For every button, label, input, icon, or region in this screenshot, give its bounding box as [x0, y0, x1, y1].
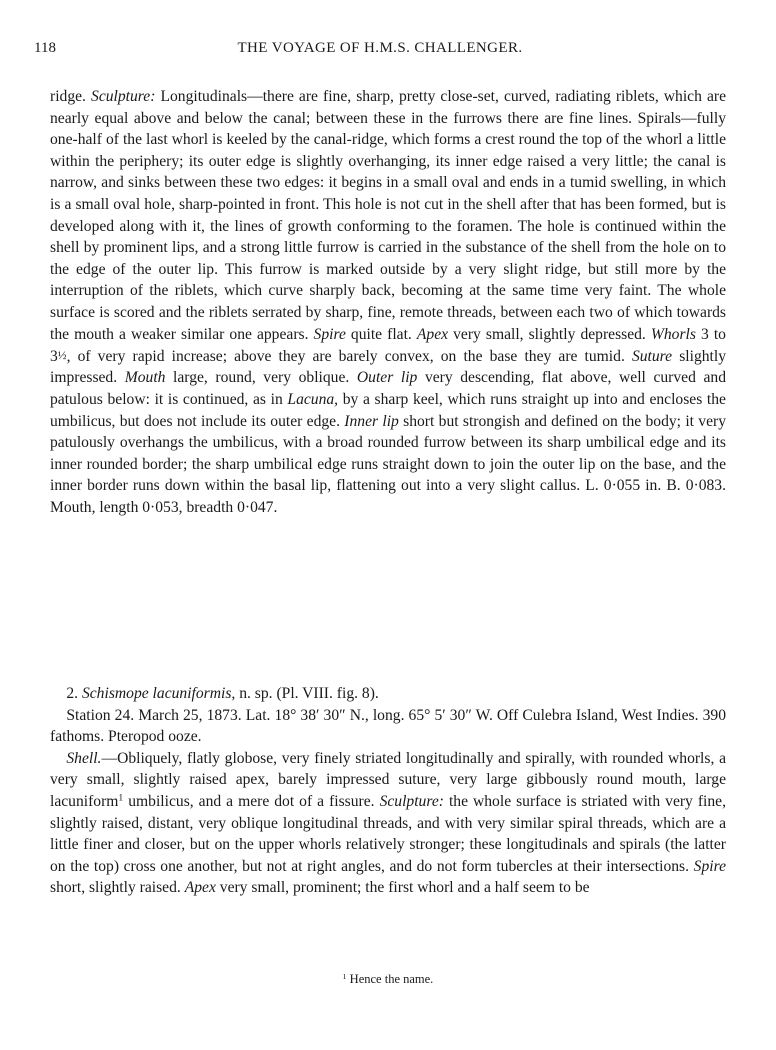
footnote-mark: 1	[118, 792, 124, 804]
page-number: 118	[34, 40, 56, 56]
species-heading: 2. Schismope lacuniformis, n. sp. (Pl. VIII. fig. 8).	[66, 685, 379, 702]
running-title: THE VOYAGE OF H.M.S. CHALLENGER.	[237, 40, 523, 56]
species-section	[50, 683, 726, 899]
description-continued	[50, 86, 726, 519]
paragraph: ridge. Sculpture: Longitudinals—there are fine, sharp, pretty close-set, curved, radiating riblets, which are nearly equal above and below the canal; between these in the furrows there are fine lines. Spirals—fully one-half of the last whorl is keeled by the canal-ridge, which forms a crest round the top of the whorl a little within the periphery; its outer edge is slightly overhanging, its inner edge raised a very little; the canal is narrow, and sinks between these two edges: it begins in a small oval and ends in a tumid swelling, in which is a small oval hole, sharp-pointed in front. This hole is not cut in the shell after that has been formed, but is developed along with it, the lines of growth conforming to the foramen. The hole is continued within the shell by prominent lips, and a strong little furrow is carried in the substance of the shell from the hole on to the edge of the outer lip. This furrow is marked outside by a very slight ridge, but still more by the interruption of the riblets, which curve sharply back, becoming at the same time very faint. The whole surface is scored and the riblets serrated by sharp, fine, remote threads, between each two of which towards the mouth a weaker similar one appears. Spire quite flat. Apex very small, slightly depressed. Whorls 3 to 3½, of very rapid increase; above they are barely convex, on the base they are tumid. Suture slightly impressed. Mouth large, round, very oblique. Outer lip very descending, flat above, well curved and patulous below: it is continued, as in Lacuna, by a sharp keel, which runs straight up into and encloses the umbilicus, but does not include its outer edge. Inner lip short but strongish and defined on the body; it very patulously overhangs the umbilicus, with a broad rounded furrow between its sharp umbilical edge and its inner rounded border; the sharp umbilical edge runs straight down to join the outer lip on the base, and the inner border runs down within the basal lip, flattening out into a very slight callus. L. 0·055 in. B. 0·083. Mouth, length 0·053, breadth 0·047.	[50, 88, 726, 517]
page-header	[34, 40, 726, 62]
footnote: $^1$ Hence the name.	[342, 971, 434, 986]
station-record: Station 24. March 25, 1873. Lat. 18° 38′ 30″ N., long. 65° 5′ 30″ W. Off Culebra Island, West Indies. 390 fathoms. Pteropod ooze.	[50, 706, 726, 746]
shell-description: Shell.—Obliquely, flatly globose, very finely striated longitudinally and spirally, with rounded whorls, a very small, slightly raised apex, barely impressed suture, very large gibbously round mouth, large lacuniform$^1$ umbilicus, and a mere dot of a fissure. Sculpture: the whole surface is striated with very fine, slightly raised, distant, very oblique longitudinal threads, and with very similar spiral threads, which are a little finer and closer, but on the upper whorls relatively stronger; these longitudinals and spirals (the latter on the top) cross one another, but not at right angles, and do not form tubercles at their intersections. Spire short, slightly raised. Apex very small, prominent; the first whorl and a half seem to be	[50, 749, 726, 897]
